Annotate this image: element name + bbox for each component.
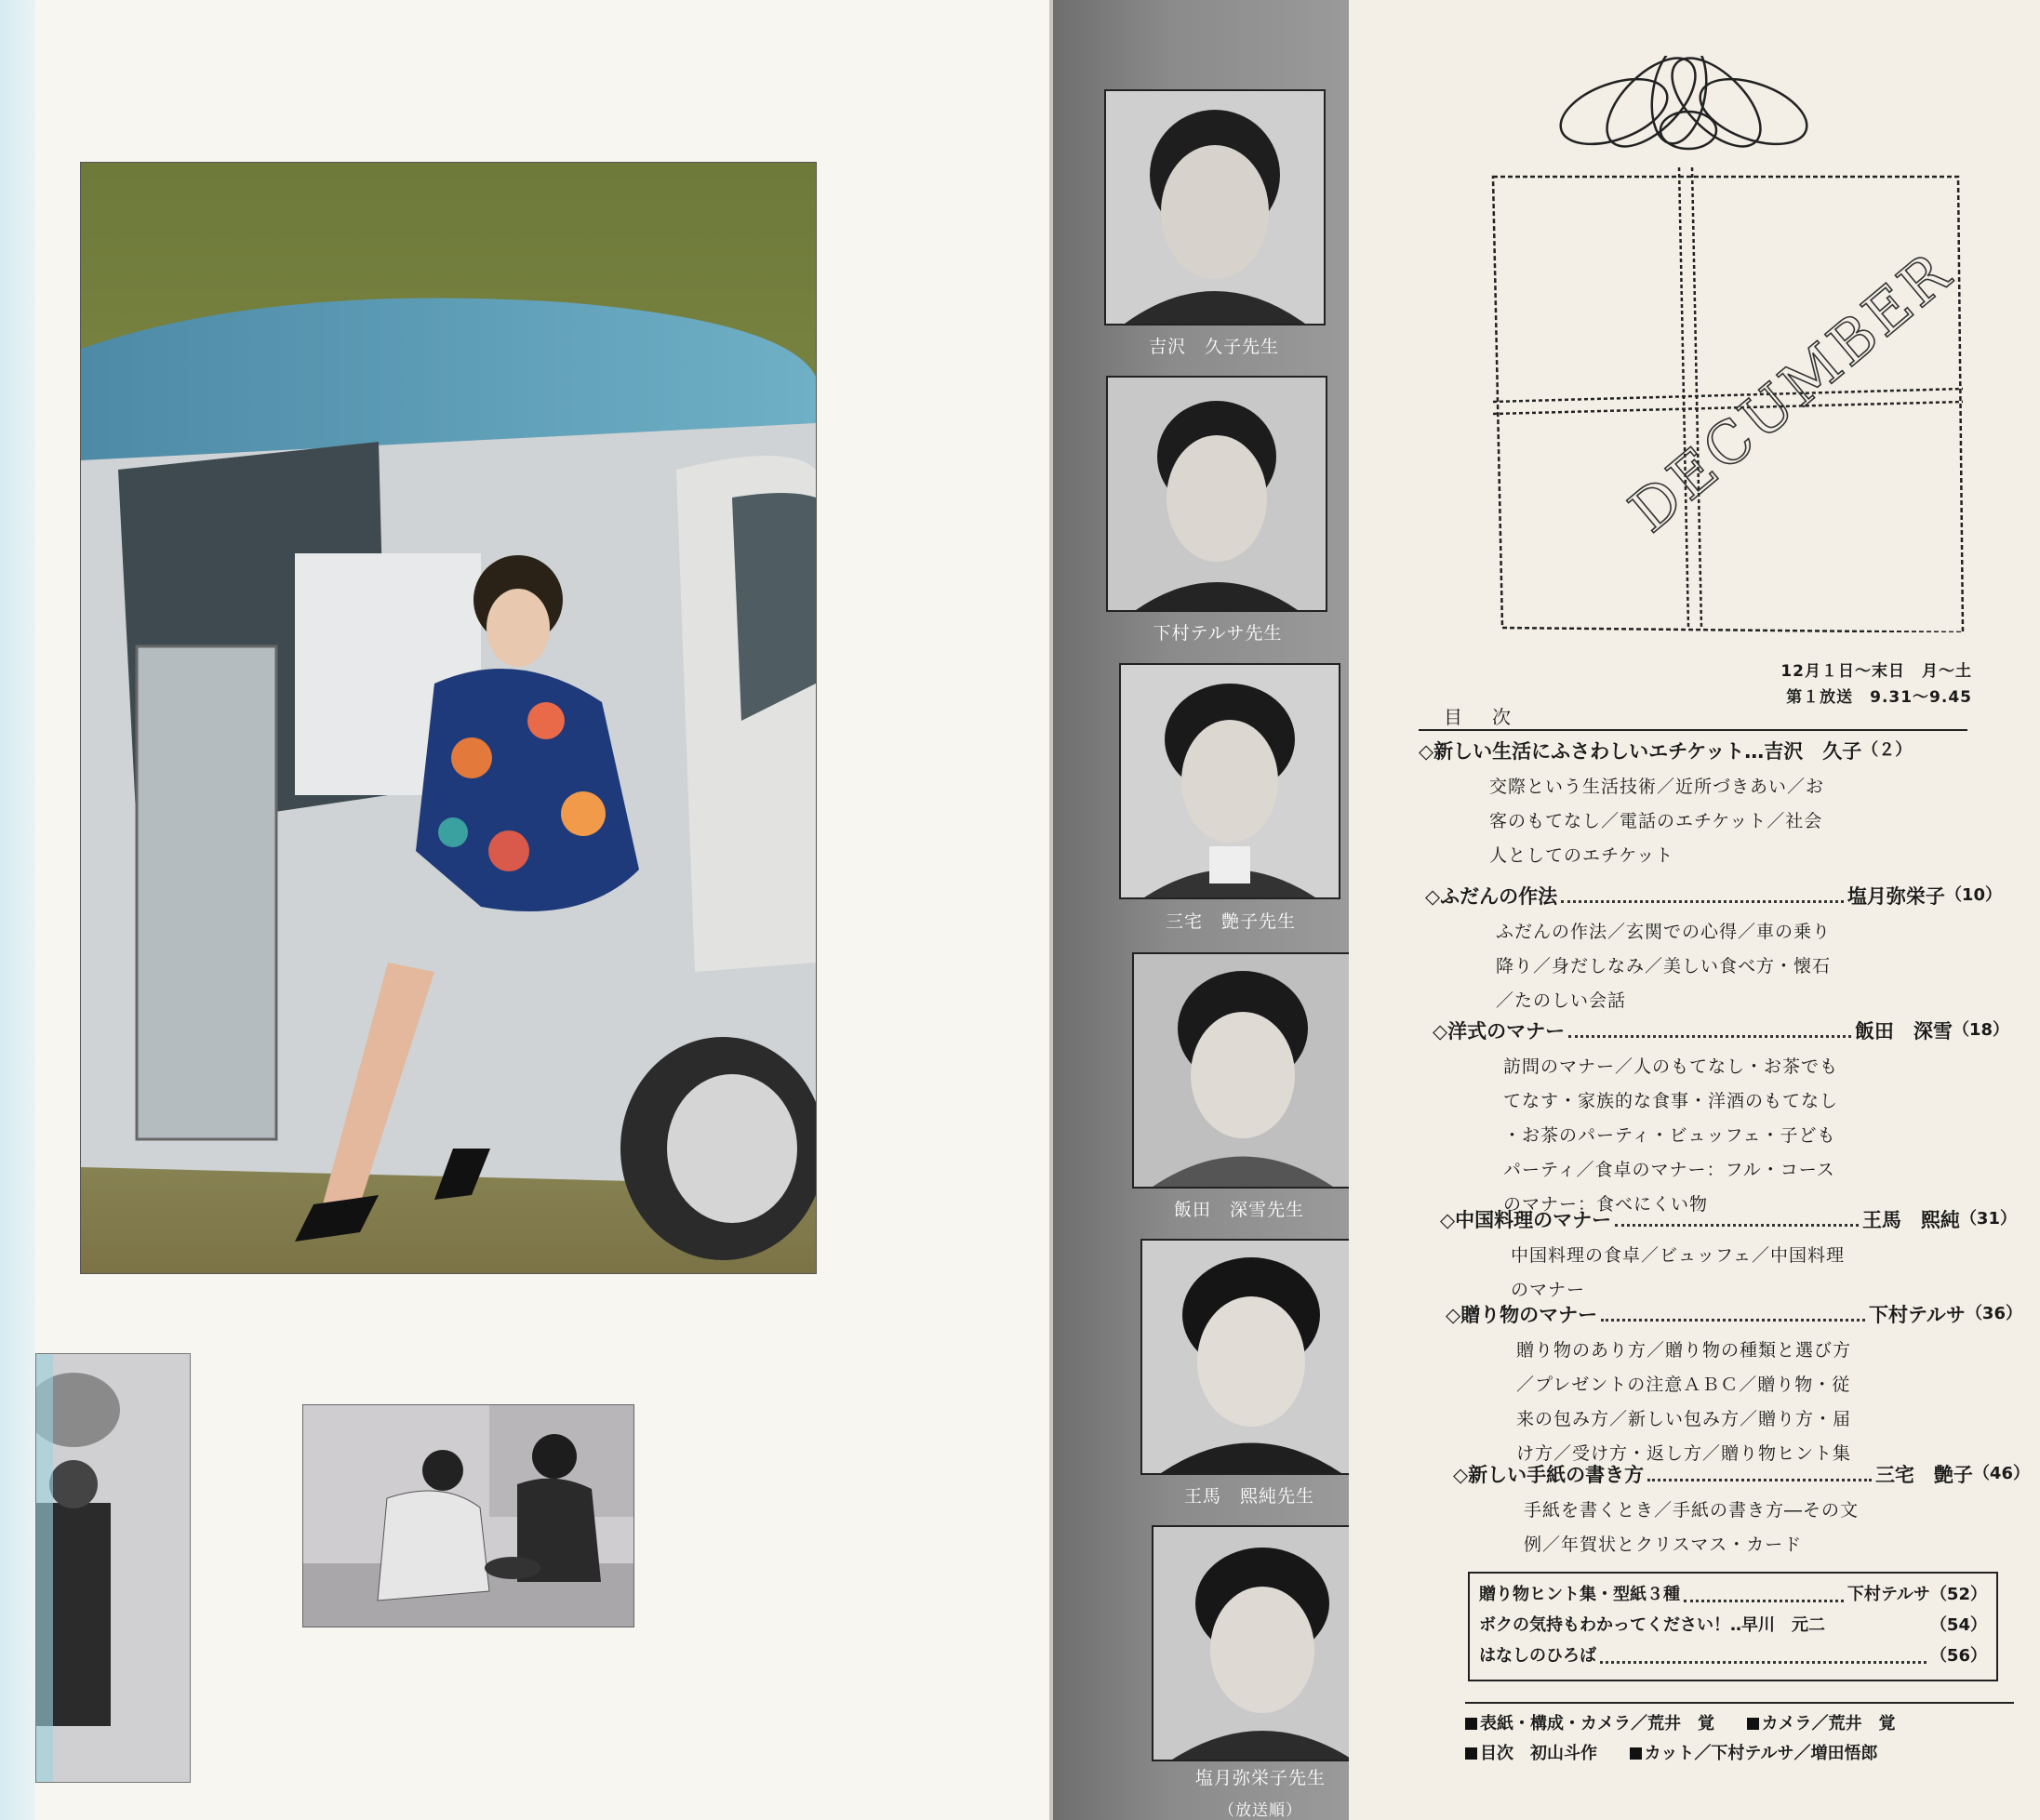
toc-entry[interactable]: ◇贈り物のマナー 下村テルサ （36） 贈り物のあり方／贈り物の種類と選び方 ／プレゼントの注意ＡＢＣ／贈り物・従 来の包み方／新しい包み方／贈り方・届 け方／受け方・返し方／贈り物ヒント集	[1446, 1300, 2022, 1471]
leader-dots	[1601, 1300, 1865, 1322]
bullet-square-icon	[1465, 1747, 1477, 1760]
car-photo	[80, 162, 817, 1274]
supplement-item[interactable]: はなしのひろば （56）	[1479, 1641, 1987, 1671]
leader-dots	[1600, 1641, 1927, 1664]
portrait-caption-3: 三宅 艶子先生	[1165, 911, 1296, 932]
portrait-5	[1140, 1239, 1362, 1475]
portrait-1	[1104, 89, 1326, 325]
credits-rule	[1465, 1702, 2014, 1704]
gift-box-illustration	[1400, 56, 1967, 632]
supplement-item[interactable]: 贈り物ヒント集・型紙３種 下村テルサ （52）	[1479, 1579, 1987, 1610]
portrait-caption-2: 下村テルサ先生	[1153, 623, 1283, 644]
parasol-photo-fragment	[35, 1353, 191, 1783]
bullet-square-icon	[1630, 1747, 1642, 1760]
credit-camera: カメラ／荒井 覚	[1761, 1714, 1896, 1734]
toc-entry[interactable]: ◇ふだんの作法 塩月弥栄子 （10） ふだんの作法／玄関での心得／車の乗り 降り／身だしなみ／美しい食べ方・懐石 ／たのしい会話	[1425, 882, 2002, 1018]
toc-entry[interactable]: ◇中国料理のマナー 王馬 熙純 （31） 中国料理の食卓／ビュッフェ／中国料理 のマナー	[1440, 1205, 2017, 1308]
leader-dots	[1615, 1205, 1859, 1227]
credit-cuts: カット／下村テルサ／増田悟郎	[1644, 1744, 1878, 1763]
portrait-6	[1152, 1525, 1373, 1761]
toc-entry[interactable]: ◇新しい手紙の書き方 三宅 艶子 （46） 手紙を書くとき／手紙の書き方―その文 例／年賀状とクリスマス・カード	[1453, 1460, 2030, 1562]
tea-ceremony-photo	[302, 1404, 634, 1627]
schedule-dates: 12月１日～末日 月～土	[1780, 662, 1972, 681]
supplement-item[interactable]: ボクの気持もわかってください！ ‥早川 元二 （54）	[1479, 1615, 1987, 1635]
broadcast-schedule	[1721, 658, 1972, 711]
credit-contents: 目次 初山斗作	[1480, 1744, 1597, 1763]
gift-box-stamp-text: DECUMBER	[1616, 237, 1966, 546]
portrait-2	[1106, 376, 1327, 612]
portrait-order-note: （放送順）	[1219, 1801, 1302, 1820]
toc-entry[interactable]: ◇新しい生活にふさわしいエチケット …吉沢 久子 （２） 交際という生活技術／近所づきあい／お 客のもてなし／電話のエチケット／社会 人としてのエチケット	[1419, 740, 1913, 866]
portrait-4	[1132, 952, 1353, 1189]
portrait-3	[1119, 663, 1340, 899]
bullet-square-icon	[1747, 1718, 1759, 1730]
portrait-caption-4: 飯田 深雪先生	[1173, 1200, 1304, 1220]
toc-rule	[1419, 729, 1967, 731]
portrait-caption-6: 塩月弥栄子先生	[1194, 1768, 1326, 1788]
bullet-square-icon	[1465, 1718, 1477, 1730]
leader-dots	[1647, 1460, 1872, 1481]
toc-title: 目 次	[1444, 706, 1516, 728]
toc-entry[interactable]: ◇洋式のマナー 飯田 深雪 （18） 訪問のマナー／人のもてなし・お茶でも てなす・家族的な食事・洋酒のもてなし ・お茶のパーティ・ビュッフェ・子ども パーティ／食卓のマナー：フル・コース のマナー：食べにくい物	[1433, 1016, 2009, 1222]
credits	[1465, 1709, 2023, 1769]
schedule-time: 第１放送 9.31～9.45	[1786, 688, 1972, 707]
portrait-caption-1: 吉沢 久子先生	[1148, 337, 1279, 357]
adjacent-page-edge	[0, 0, 35, 1820]
leader-dots	[1568, 1016, 1851, 1038]
credit-cover: 表紙・構成・カメラ／荒井 覚	[1480, 1714, 1714, 1734]
supplement-box	[1468, 1572, 1998, 1681]
leader-dots	[1684, 1579, 1844, 1602]
leader-dots	[1561, 882, 1844, 903]
portrait-caption-5: 王馬 熙純先生	[1183, 1486, 1314, 1507]
